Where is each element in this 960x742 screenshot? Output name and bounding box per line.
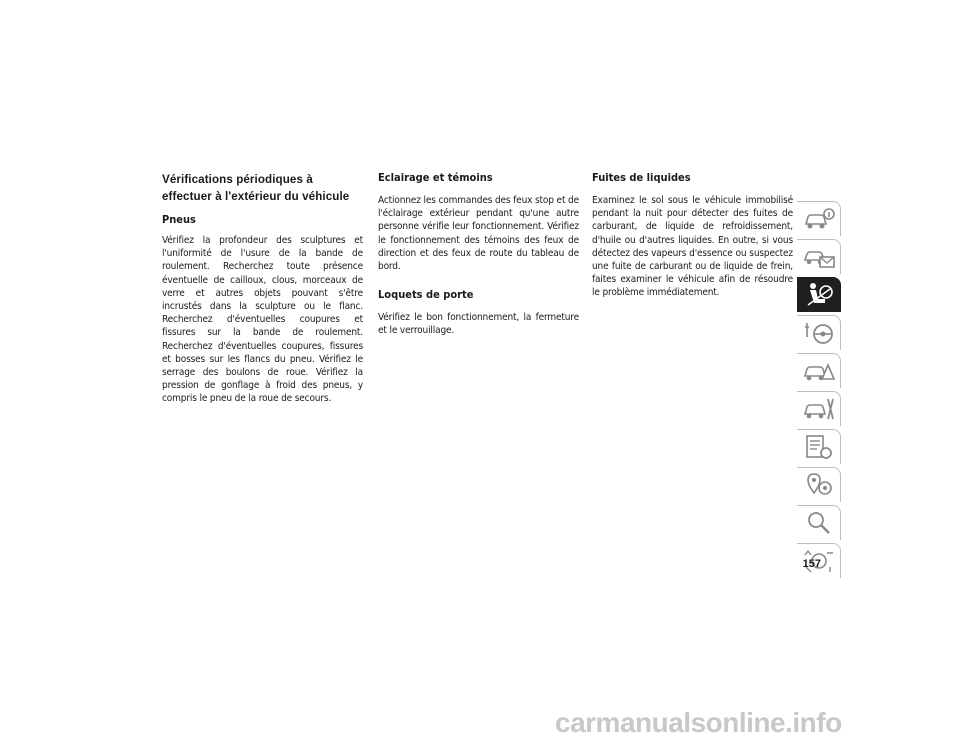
car-mail-icon	[802, 243, 836, 271]
gps-wheel-icon	[802, 471, 836, 499]
heading-fluid-leaks: Fuites de liquides	[592, 171, 691, 184]
column-middle	[378, 171, 579, 353]
tab-car-warning[interactable]	[797, 353, 841, 388]
section-title: Vérifications périodiques à effectuer à l'extérieur du véhicule	[162, 173, 350, 203]
car-tools-icon	[802, 395, 836, 423]
page-number: 157	[802, 558, 821, 570]
car-info-icon	[802, 205, 836, 233]
heading-door-latches: Loquets de porte	[378, 288, 474, 302]
tab-magnifier[interactable]	[797, 505, 841, 540]
steering-wheel-icon	[802, 319, 836, 347]
heading-tires: Pneus	[162, 213, 196, 226]
paragraph-tires: Vérifiez la profondeur des sculptures et l'uniformité de l'usure de la bande de roulement. Recherchez toute présence éventuelle de cailloux, clous, morceaux de verre et autres objets pouvant s'être incrustés dans la sculpture ou le flanc. Recherchez d'éventuelles coupures et fissures sur la bande de roulement. Recherchez d'éventuelles coupures, fissures et bosses sur les flancs du pneu. Vérifiez le serrage des boulons de roue. Vérifiez la pression de gonflage à froid des pneus, y compris le pneu de la roue de secours.	[162, 235, 363, 405]
tab-car-mail[interactable]	[797, 239, 841, 274]
car-warning-icon	[802, 357, 836, 385]
watermark-text: carmanualsonline.info	[555, 707, 842, 738]
seat-airbag-icon	[802, 281, 836, 309]
tab-checklist-gear[interactable]	[797, 429, 841, 464]
tab-steering-wheel[interactable]	[797, 315, 841, 350]
tab-gps-wheel[interactable]	[797, 467, 841, 502]
paragraph-lights: Actionnez les commandes des feux stop et de l'éclairage extérieur pendant qu'une autre personne vérifie leur fonctionnement. Vérifiez le fonctionnement des témoins des feux de direction et des feux de route du tableau de bord.	[378, 195, 579, 273]
column-left	[162, 171, 363, 421]
magnifier-icon	[802, 509, 836, 537]
paragraph-door-latches: Vérifiez le bon fonctionnement, la fermeture et le verrouillage.	[378, 312, 579, 337]
chapter-tabs	[797, 201, 841, 581]
heading-lights: Eclairage et témoins	[378, 171, 493, 184]
tab-car-tools[interactable]	[797, 391, 841, 426]
tab-seat-airbag[interactable]	[797, 277, 841, 312]
tab-car-info[interactable]	[797, 201, 841, 236]
column-right	[592, 171, 793, 315]
checklist-gear-icon	[802, 433, 836, 461]
paragraph-fluid-leaks: Examinez le sol sous le véhicule immobilisé pendant la nuit pour détecter des fuites de carburant, de liquide de refroidissement, d'huile ou d'autres liquides. En outre, si vous détectez des vapeurs d'essence ou suspectez une fuite de carburant ou de liquide de frein, faites examiner le véhicule afin de résoudre le problème immédiatement.	[592, 195, 793, 299]
